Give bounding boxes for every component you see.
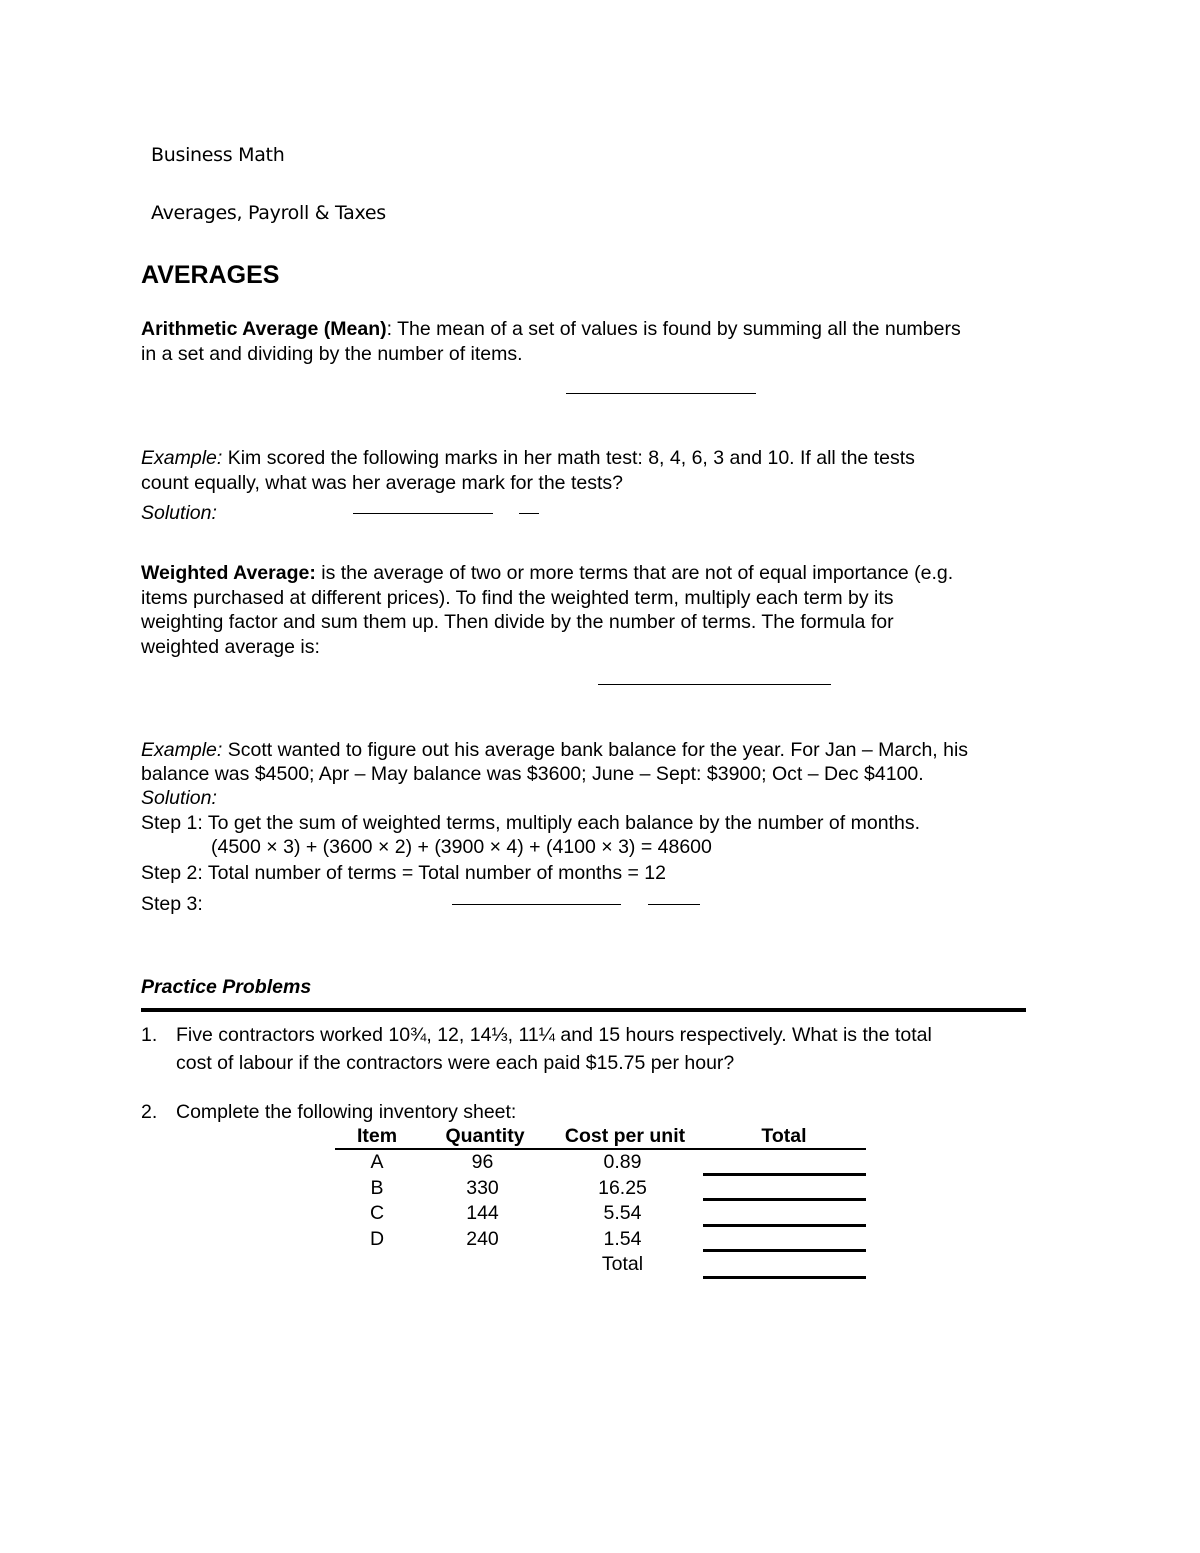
inventory-total-blank — [703, 1173, 866, 1176]
example2-text: Scott wanted to figure out his average bank balance for the year. For Jan – March, his — [222, 739, 969, 761]
step3-answer-bar — [648, 904, 700, 905]
weighted-formula-fraction-bar — [598, 684, 831, 685]
inventory-header-rule — [335, 1148, 866, 1150]
inventory-total-blank — [703, 1198, 866, 1201]
problem1-number: 1. — [141, 1024, 158, 1046]
topic-subtitle: Averages, Payroll & Taxes — [151, 202, 386, 224]
inventory-grand-total-label: Total — [601, 1253, 644, 1275]
inventory-cell: 330 — [466, 1177, 499, 1199]
example2-line2: balance was $4500; Apr – May balance was $3600; June – Sept: $3900; Oct – Dec $4100. — [141, 763, 924, 785]
example1-text: Kim scored the following marks in her math test: 8, 4, 6, 3 and 10. If all the tests — [222, 447, 915, 469]
inventory-cell: 240 — [466, 1228, 499, 1250]
mean-definition-line2: in a set and dividing by the number of items. — [141, 343, 523, 365]
weighted-line3: weighting factor and sum them up. Then divide by the number of terms. The formula for — [141, 611, 894, 633]
example1-label: Example: — [141, 447, 223, 469]
inventory-cell: 1.54 — [603, 1228, 642, 1250]
example2-step3: Step 3: — [141, 893, 203, 915]
example2-step1-calc: (4500 × 3) + (3600 × 2) + (3900 × 4) + (4100 × 3) = 48600 — [211, 836, 712, 858]
problem2-text: Complete the following inventory sheet: — [176, 1101, 517, 1123]
example1-fraction-bar — [353, 513, 493, 514]
mean-definition-text: : The mean of a set of values is found by summing all the numbers — [386, 318, 961, 340]
weighted-definition-text: is the average of two or more terms that are not of equal importance (e.g. — [315, 562, 954, 584]
inventory-cell: C — [369, 1202, 385, 1224]
example1-line1 — [141, 446, 915, 471]
example2-step2: Step 2: Total number of terms = Total number of months = 12 — [141, 862, 666, 884]
inventory-total-blank — [703, 1224, 866, 1227]
problem1-line1: Five contractors worked 10¾, 12, 14⅓, 11¼ and 15 hours respectively. What is the total — [176, 1024, 932, 1046]
weighted-term: Weighted Average: — [141, 562, 316, 584]
inventory-cell: 5.54 — [603, 1202, 642, 1224]
weighted-line2: items purchased at different prices). To find the weighted term, multiply each term by its — [141, 587, 894, 609]
inventory-cell: 144 — [466, 1202, 499, 1224]
inventory-cell: 96 — [471, 1151, 494, 1173]
example1-line2: count equally, what was her average mark for the tests? — [141, 472, 623, 494]
inventory-cell: D — [369, 1228, 385, 1250]
weighted-line4: weighted average is: — [141, 636, 320, 658]
problem2-number: 2. — [141, 1101, 158, 1123]
inventory-header-item: Item — [356, 1125, 398, 1147]
inventory-header-cost: Cost per unit — [564, 1125, 686, 1147]
example2-label: Example: — [141, 739, 223, 761]
example1-solution-label: Solution: — [141, 502, 217, 524]
problem1-line2: cost of labour if the contractors were each paid $15.75 per hour? — [176, 1052, 735, 1074]
example2-line1 — [141, 738, 968, 763]
course-title: Business Math — [151, 144, 285, 166]
inventory-cell: A — [370, 1151, 384, 1173]
practice-title: Practice Problems — [141, 976, 312, 998]
mean-formula-fraction-bar — [566, 393, 756, 394]
inventory-grand-total-blank — [703, 1276, 866, 1279]
example2-step1: Step 1: To get the sum of weighted terms, multiply each balance by the number of months. — [141, 812, 920, 834]
mean-definition — [141, 317, 961, 342]
inventory-header-total: Total — [761, 1125, 807, 1147]
inventory-header-quantity: Quantity — [445, 1125, 525, 1147]
inventory-cell: B — [370, 1177, 384, 1199]
example2-solution-label: Solution: — [141, 787, 217, 809]
inventory-cell: 0.89 — [603, 1151, 642, 1173]
example1-answer-bar — [519, 513, 539, 514]
section-title: AVERAGES — [141, 261, 280, 289]
inventory-cell: 16.25 — [598, 1177, 647, 1199]
weighted-definition — [141, 561, 953, 586]
step3-fraction-bar — [452, 904, 621, 905]
mean-term: Arithmetic Average (Mean) — [141, 318, 387, 340]
practice-divider — [141, 1008, 1026, 1012]
inventory-total-blank — [703, 1249, 866, 1252]
